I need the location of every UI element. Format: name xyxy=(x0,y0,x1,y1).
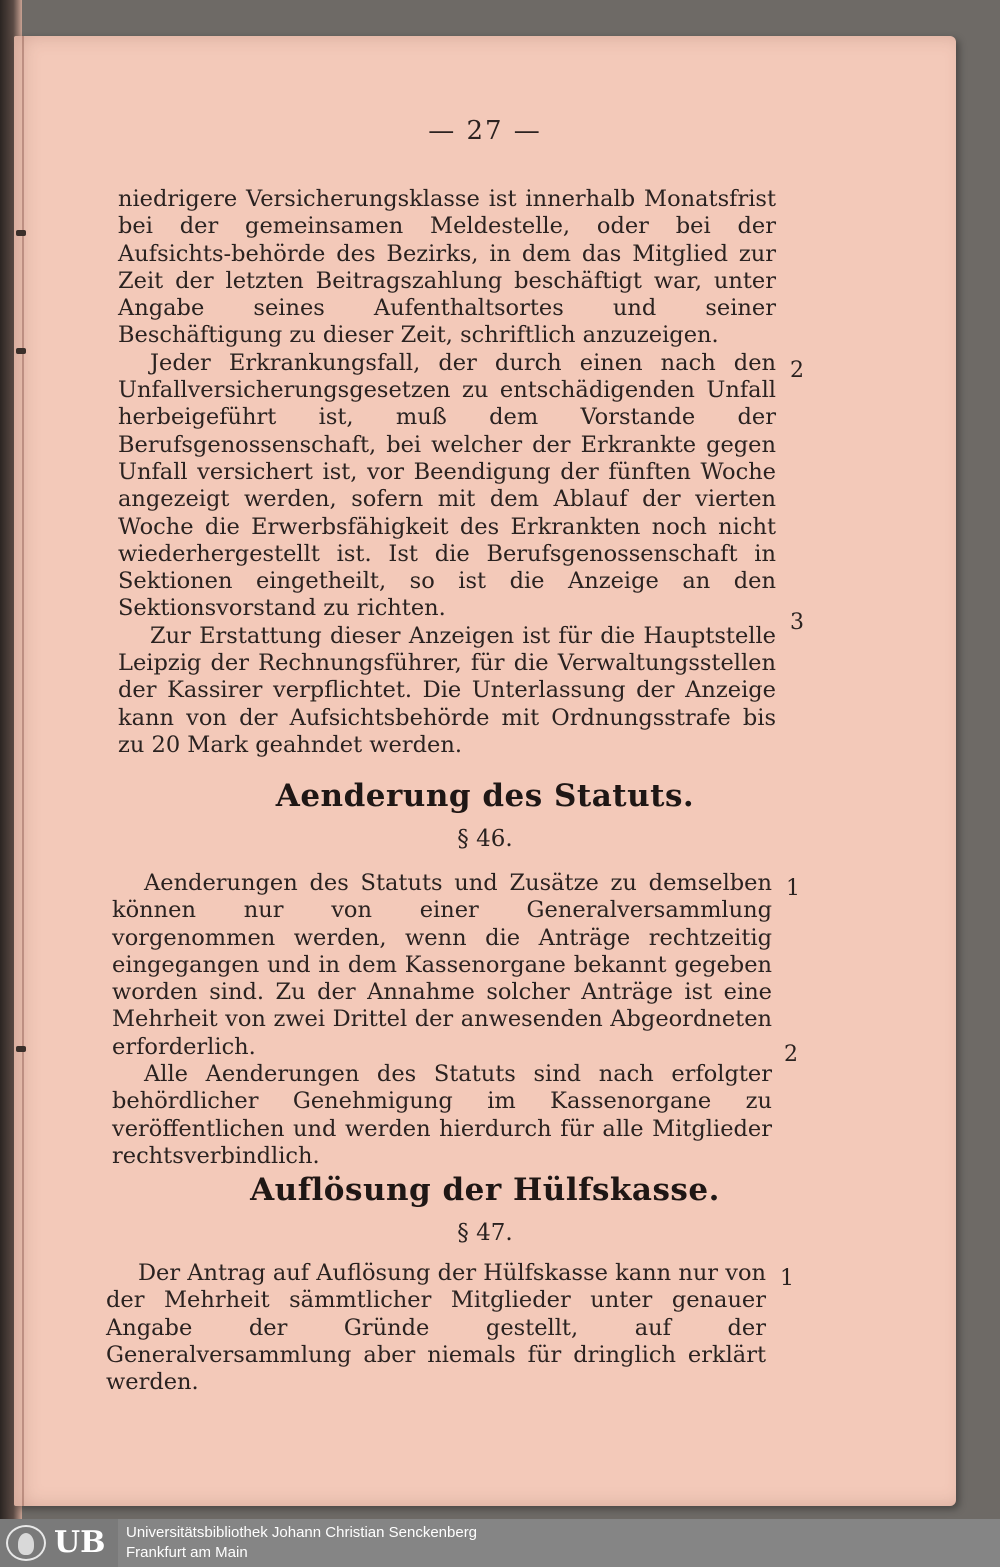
section1-text xyxy=(118,186,776,759)
paragraph-sign: § 46. xyxy=(457,826,513,852)
portrait-icon xyxy=(6,1525,46,1561)
book-page xyxy=(14,36,956,1506)
section-heading: Aenderung des Statuts. xyxy=(275,778,695,814)
margin-number: 1 xyxy=(786,876,800,901)
margin-number: 2 xyxy=(790,358,804,383)
gutter-line xyxy=(22,36,24,1506)
margin-number: 3 xyxy=(790,610,804,635)
section2-text xyxy=(112,870,772,1170)
page-number: — 27 — xyxy=(428,116,542,146)
binding-stitch xyxy=(16,230,26,236)
library-city: Frankfurt am Main xyxy=(126,1544,248,1561)
binding-stitch xyxy=(16,1046,26,1052)
paragraph: Alle Aenderungen des Statuts sind nach erfolgter behördlicher Genehmigung im Kassenorgane zu veröffentlichen und werden hierdurch für alle Mitglieder rechtsverbindlich. xyxy=(112,1061,772,1169)
logo-letters: UB xyxy=(54,1525,106,1560)
paragraph: Der Antrag auf Auflösung der Hülfskasse kann nur von der Mehrheit sämmtlicher Mitglieder unter genauer Angabe der Gründe gestellt, auf der Generalversammlung aber niemals für dringlich erklärt werden. xyxy=(106,1260,766,1396)
margin-number: 1 xyxy=(780,1266,794,1291)
paragraph-sign: § 47. xyxy=(457,1220,513,1246)
paragraph: niedrigere Versicherungsklasse ist innerhalb Monatsfrist bei der gemeinsamen Meldestelle, oder bei der Aufsichts-behörde des Bezirks, in dem das Mitglied zur Zeit der letzten Beitragszahlung beschäftigt war, unter Angabe seines Aufenthaltsortes und seiner Beschäftigung zu dieser Zeit, schriftlich anzuzeigen. xyxy=(118,186,776,349)
section-heading: Auflösung der Hülfskasse. xyxy=(250,1172,720,1208)
paragraph: Jeder Erkrankungsfall, der durch einen nach den Unfallversicherungsgesetzen zu entschädigenden Unfall herbeigeführt ist, muß dem Vorstande der Berufsgenossenschaft, bei welcher der Erkrankte gegen Unfall versichert ist, vor Beendigung der fünften Woche angezeigt werden, sofern mit dem Ablauf der vierten Woche die Erwerbsfähigkeit des Erkrankten noch nicht wiederhergestellt ist. Ist die Berufsgenossenschaft in Sektionen eingetheilt, so ist die Anzeige an den Sektionsvorstand zu richten. xyxy=(118,349,776,622)
library-footer xyxy=(0,1519,1000,1567)
paragraph: Zur Erstattung dieser Anzeigen ist für die Hauptstelle Leipzig der Rechnungsführer, für die Verwaltungsstellen der Kassirer verpflichtet. Die Unterlassung der Anzeige kann von der Aufsichtsbehörde mit Ordnungsstrafe bis zu 20 Mark geahndet werden. xyxy=(118,622,776,758)
binding-stitch xyxy=(16,348,26,354)
margin-number: 2 xyxy=(784,1042,798,1067)
library-name: Universitätsbibliothek Johann Christian Senckenberg xyxy=(126,1524,478,1541)
ub-logo xyxy=(0,1519,118,1567)
section3-text xyxy=(106,1260,766,1396)
paragraph: Aenderungen des Statuts und Zusätze zu demselben können nur von einer Generalversammlung vorgenommen werden, wenn die Anträge rechtzeitig eingegangen und in dem Kassenorgane bekannt gegeben worden sind. Zu der Annahme solcher Anträge ist eine Mehrheit von zwei Drittel der anwesenden Abgeordneten erforderlich. xyxy=(112,870,772,1060)
